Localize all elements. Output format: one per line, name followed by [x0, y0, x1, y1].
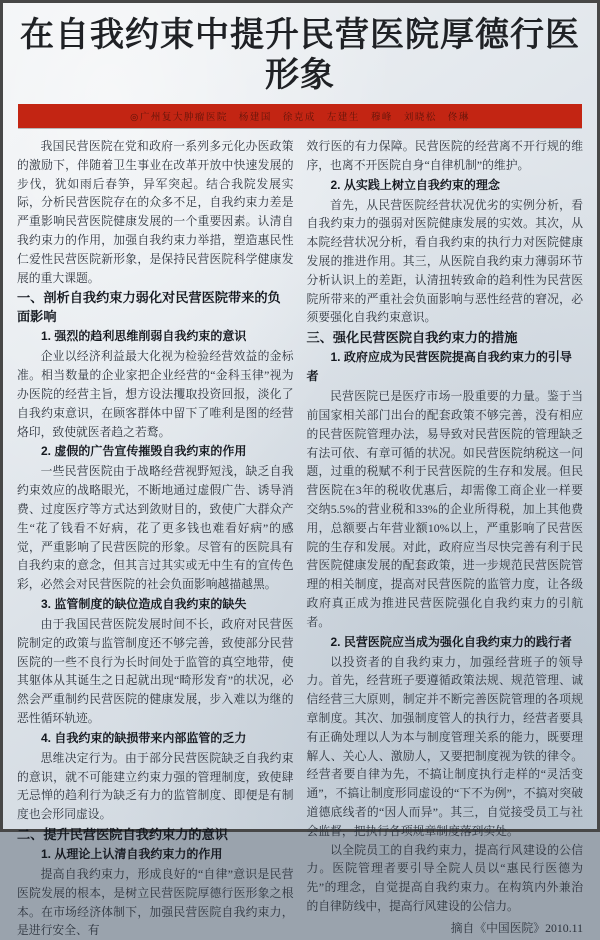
sub-heading: 2. 从实践上树立自我约束的理念 [330, 177, 500, 192]
sub-heading: 1. 政府应成为民营医院提高自我约束力的引导者 [306, 350, 572, 384]
sub-heading: 2. 虚假的广告宣传摧毁自我约束的作用 [41, 444, 247, 459]
sub-heading: 3. 监管制度的缺位造成自我约束的缺失 [41, 596, 247, 611]
paragraph: 以投资者的自我约束力，加强经营班子的领导力。首先，经营班子要遵循政策法规、规范管理、诚信经营三大原则，制定并不断完善医院管理的各项规章制度。其次、加强制度管人的执行力，经营者要具有正确处理以人为本与制度管理关系的能力，既要理解人、关心人、激励人，又要把制度视为铁的律令。经营者要自律为先，不搞让制度执行走样的“灵活变通”，不搞让制度形同虚设的“下不为例”，不搞对突破道德底线者的“因人而异”。其三，自觉接受员工与社会监督，把执行各项规章制度落到实处。 [306, 654, 583, 838]
paragraph: 思维决定行为。由于部分民营医院缺乏自我约束的意识，就不可能建立约束力强的管理制度，致使肆无忌惮的趋利行为缺乏有力的监管制度、即便是有制度也会形同虚设。 [17, 750, 294, 822]
article-title: 在自我约束中提升民营医院厚德行医形象 [20, 16, 580, 94]
sub-heading: 1. 强烈的趋利思维削弱自我约束的意识 [41, 329, 247, 344]
paragraph: 民营医院已是医疗市场一股重要的力量。鉴于当前国家相关部门出台的配套政策不够完善，没有相应的民营医院管理办法，易导致对民营医院的管理缺乏有法可依、有章可循的状况。如民营医院纳税这一问题，过重的税赋不利于民营医院的生存和发展。但民营医院在3年的税收优惠后，却需像工商企业一样要交纳5.5%的营业税和33%的企业所得税，加上其他费用，总额要占年营业额10%以上，严重影响了民营医院的生存和发展。对此，政府应当尽快完善有利于民营医院健康发展的配套政策，进一步规范民营医院管理的相关制度，提高对民营医院的监管力度，让各级政府真正成为推进民营医院强化自我约束力的引航者。 [306, 389, 583, 629]
paragraph: 企业以经济利益最大化视为检验经营效益的金标准。相当数量的企业家把企业经营的“金科玉律”视为办医院的经营主旨，想方设法攫取投资回报，淡化了自我约束意识，在顾客群体中留下了唯利是图的经营烙印，致使就医者趋之若鹜。 [17, 349, 294, 439]
section-heading-2: 二、提升民营医院自我约束力的意识 [17, 826, 228, 842]
sub-heading: 1. 从理论上认清自我约束力的作用 [41, 846, 223, 861]
paragraph: 提高自我约束力，形成良好的“自律”意识是民营医院发展的根本，是树立民营医院厚德行医形象之根本。在市场经济体制下，加强民营医院自我约束力，是进行安全、有 [17, 866, 294, 938]
section-heading-3: 三、强化民营医院自我约束力的措施 [306, 330, 518, 346]
sub-heading: 2. 民营医院应当成为强化自我约束力的践行者 [330, 634, 572, 649]
authors-banner [18, 104, 582, 128]
source-note: 摘自《中国医院》2010.11 [450, 920, 583, 935]
paragraph: 由于我国民营医院发展时间不长，政府对民营医院制定的政策与监管制度还不够完善，致使部分民营医院的一些不良行为长时间处于监管的真空地带，使其躯体从其诞生之日起就出现“畸形发育”的状况，必然会严重制约民营医院的健康发展，步入难以为继的恶性循环轨迹。 [17, 616, 294, 725]
section-heading-1: 一、剖析自我约束力弱化对民营医院带来的负面影响 [17, 290, 281, 325]
continuation-paragraph: 效行医的有力保障。民营医院的经营离不开行规的维序，也离不开医院自身“自律机制”的维护。 [306, 139, 583, 172]
article-body [3, 128, 597, 940]
right-column [307, 137, 584, 940]
sub-heading: 4. 自我约束的缺损带来内部监管的乏力 [41, 730, 247, 745]
intro-paragraph: 我国民营医院在党和政府一系列多元化办医政策的激励下，伴随着卫生事业在改革开放中快速发展的步伐，犹如雨后春笋，异军突起。结合我院发展实际，分析民营医院存在的众多不足，自我约束力差是严重影响民营医院健康发展的一个重要因素。认清自我约束力的作用，加强自我约束力举措，塑造惠民性仁爱性民营医院新形象，是保持民营医院科学健康发展的重大课题。 [17, 139, 294, 285]
left-column [17, 137, 294, 940]
paragraph: 以全院员工的自我约束力，提高行风建设的公信力。医院管理者要引导全院人员以“惠民行医德为先”的理念，自觉提高自我约束力。在构筑内外兼治的自律防线中，提高行风建设的公信力。 [306, 842, 583, 913]
paragraph: 一些民营医院由于战略经营视野短浅，缺乏自我约束效应的战略眼光，不断地通过虚假广告、诱导消费、过度医疗等方式达到敛财目的，致使广大群众产生“花了钱看不好病，花了更多钱也难看好病”的感觉，严重影响了民营医院的形象。尽管有的医院具有自我约束的意念，但其言过其实或无中生有的宣传色彩，必然会对民营医院的社会负面影响越描越黑。 [17, 464, 294, 592]
authors-line: ◎广州复大肿瘤医院 杨建国 徐克成 左建生 穆峰 刘晓松 佟琳 [130, 112, 470, 123]
paragraph: 首先，从民营医院经营状况优劣的实例分析，看自我约束力的强弱对医院健康发展的实效。其次，从本院经营状况分析，看自我约束的执行力对医院健康发展的推进作用。其三，从医院自我约束力薄弱环节分析认识上的差距，认清扭转致命的趋利性为民营医院所带来的严重社会负面影响与恶性经营的窘况，必须要强化自我约束意识。 [306, 197, 583, 325]
